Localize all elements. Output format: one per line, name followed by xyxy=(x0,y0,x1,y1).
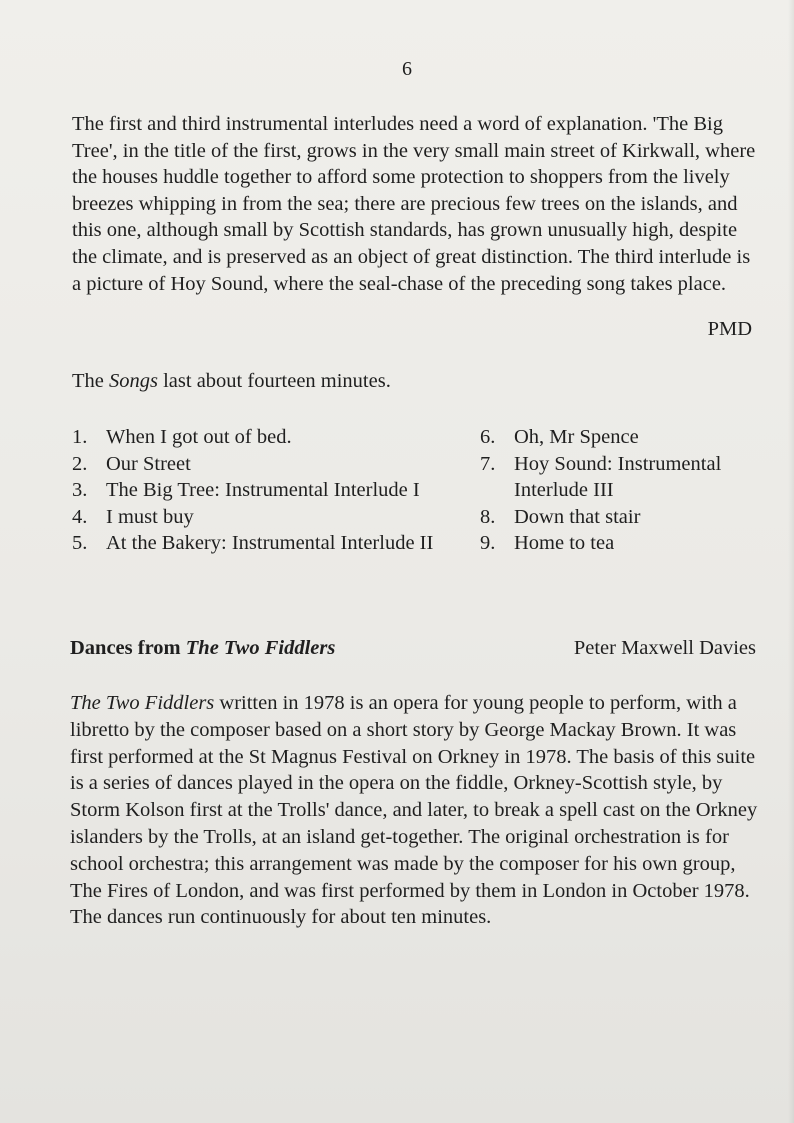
list-item xyxy=(480,451,770,504)
page-edge-shadow xyxy=(788,0,794,1123)
dances-heading-work: The Two Fiddlers xyxy=(185,637,336,659)
list-item xyxy=(480,424,770,451)
dances-heading-prefix: Dances from xyxy=(70,637,186,659)
songs-work-title: Songs xyxy=(109,370,158,392)
songs-duration-prefix: The xyxy=(72,370,109,392)
song-title: At the Bakery: Instrumental Interlude II xyxy=(106,532,434,555)
list-item xyxy=(72,530,472,557)
composer-name: Peter Maxwell Davies xyxy=(573,637,756,659)
song-list-right xyxy=(480,424,770,557)
song-number: 3. xyxy=(72,479,88,502)
signature: PMD xyxy=(707,318,752,340)
dances-paragraph-text: written in 1978 is an opera for young people to perform, with a libretto by the composer based on a short story by George Mackay Brown. It was first performed at the St Magnus Festival on Orkney in 1978. The basis of this suite is a series of dances played in the opera on the fiddle, Orkney-Scottish style, by Storm Kolson first at the Trolls' dance, and later, to break a spell cast on the Orkney islanders by the Trolls, at an island get-together. The original orchestration is for school orchestra; this arrangement was made by the composer for his own group, The Fires of London, and was first performed by them in London in October 1978. The dances run continuously for about ten minutes. xyxy=(70,692,758,929)
dances-paragraph xyxy=(70,690,764,931)
songs-duration-line xyxy=(72,370,391,393)
song-number: 1. xyxy=(72,426,88,448)
song-title: Home to tea xyxy=(514,532,615,555)
dances-heading xyxy=(70,637,335,660)
song-title: I must buy xyxy=(106,505,194,528)
song-number: 4. xyxy=(72,505,88,528)
song-number: 9. xyxy=(480,532,496,555)
list-item xyxy=(480,530,770,557)
song-title: Oh, Mr Spence xyxy=(514,426,639,448)
list-item xyxy=(72,504,472,531)
dances-paragraph-work: The Two Fiddlers xyxy=(70,692,215,714)
list-item xyxy=(480,504,770,531)
song-title: Our Street xyxy=(106,452,191,475)
page-number: 6 xyxy=(402,58,412,80)
songs-duration-suffix: last about fourteen minutes. xyxy=(157,370,391,392)
song-title: Down that stair xyxy=(514,505,641,528)
list-item xyxy=(72,451,472,478)
list-item xyxy=(72,424,472,451)
song-number: 5. xyxy=(72,532,88,555)
intro-paragraph: The first and third instrumental interludes need a word of explanation. 'The Big Tree', in the title of the first, grows in the very small main street of Kirkwall, where the houses huddle together to afford some protection to shoppers from the lively breezes whipping in from the sea; there are precious few trees on the islands, and this one, although small by Scottish standards, has grown unusually high, despite the climate, and is preserved as an object of great distinction. The third interlude is a picture of Hoy Sound, where the seal-chase of the preceding song takes place. xyxy=(72,113,756,295)
song-number: 8. xyxy=(480,505,496,528)
song-list-left xyxy=(72,424,472,557)
song-number: 2. xyxy=(72,452,88,475)
song-number: 6. xyxy=(480,426,496,448)
song-number: 7. xyxy=(480,452,496,475)
song-title: Hoy Sound: Instrumental Interlude III xyxy=(514,452,722,502)
song-title: The Big Tree: Instrumental Interlude I xyxy=(106,479,420,502)
song-title: When I got out of bed. xyxy=(106,426,292,448)
list-item xyxy=(72,477,472,504)
